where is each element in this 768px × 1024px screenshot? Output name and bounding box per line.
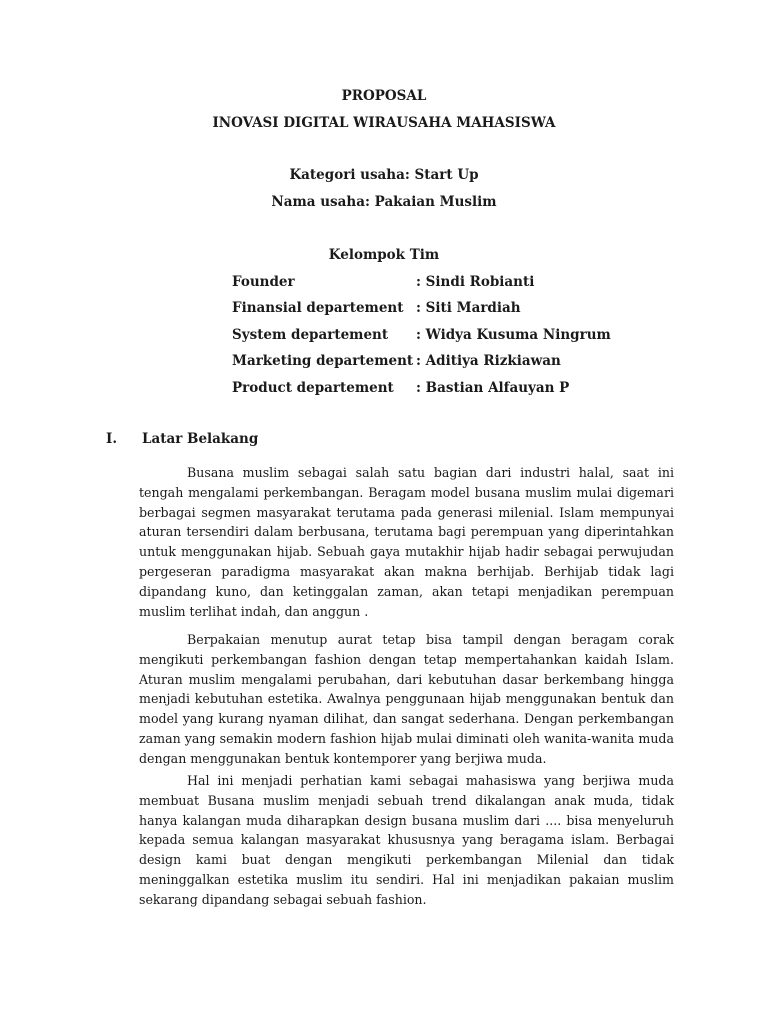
business-name: Nama usaha: Pakaian Muslim (271, 194, 497, 210)
team-member-role: Finansial departement (232, 300, 404, 316)
proposal-subtitle: INOVASI DIGITAL WIRAUSAHA MAHASISWA (212, 115, 556, 131)
team-member-name: : Aditiya Rizkiawan (416, 353, 561, 369)
team-member-name: : Sindi Robianti (416, 274, 535, 290)
team-member-role: Product departement (232, 380, 394, 396)
proposal-title: PROPOSAL (341, 88, 427, 104)
body-paragraph: Berpakaian menutup aurat tetap bisa tampil dengan beragam corak mengikuti perkembangan fashion dengan tetap mempertahankan kaidah Islam. Aturan muslim mengalami perubahan, dari kebutuhan dasar berkembang hingga menjadi kebutuhan estetika. Awalnya penggunaan hijab menggunakan bentuk dan model yang kurang nyaman dilihat, dan sangat sederhana. Dengan perkembangan zaman yang semakin modern fashion hijab mulai diminati oleh wanita-wanita muda dengan menggunakan bentuk kontemporer yang berjiwa muda. (139, 632, 674, 766)
business-category: Kategori usaha: Start Up (289, 167, 479, 183)
section-number: I. (106, 431, 118, 447)
team-member-name: : Siti Mardiah (416, 300, 521, 316)
body-paragraph: Hal ini menjadi perhatian kami sebagai mahasiswa yang berjiwa muda membuat Busana muslim menjadi sebuah trend dikalangan anak muda, tidak hanya kalangan muda diharapkan design busana muslim dari .... bisa menyeluruh kepada semua kalangan masyarakat khususnya yang beragama islam. Berbagai design kami buat dengan mengikuti perkembangan Milenial dan tidak meninggalkan estetika muslim itu sendiri. Hal ini menjadikan pakaian muslim sekarang dipandang sebagai sebuah fashion. (139, 773, 674, 907)
team-member-role: Founder (232, 274, 295, 290)
team-member-name: : Bastian Alfauyan P (416, 380, 570, 396)
team-member-role: System departement (232, 327, 389, 343)
section-title: Latar Belakang (142, 431, 259, 447)
team-member-role: Marketing departement (232, 353, 414, 369)
body-paragraph: Busana muslim sebagai salah satu bagian dari industri halal, saat ini tengah mengalami perkembangan. Beragam model busana muslim mulai digemari berbagai segmen masyarakat terutama pada generasi milenial. Islam mempunyai aturan tersendiri dalam berbusana, terutama bagi perempuan yang diperintahkan untuk menggunakan hijab. Sebuah gaya mutakhir hijab hadir sebagai perwujudan pergeseran paradigma masyarakat akan makna berhijab. Berhijab tidak lagi dipandang kuno, dan ketinggalan zaman, akan tetapi menjadikan perempuan muslim terlihat indah, dan anggun . (139, 465, 674, 619)
team-heading: Kelompok Tim (328, 247, 440, 263)
team-member-name: : Widya Kusuma Ningrum (416, 327, 611, 343)
